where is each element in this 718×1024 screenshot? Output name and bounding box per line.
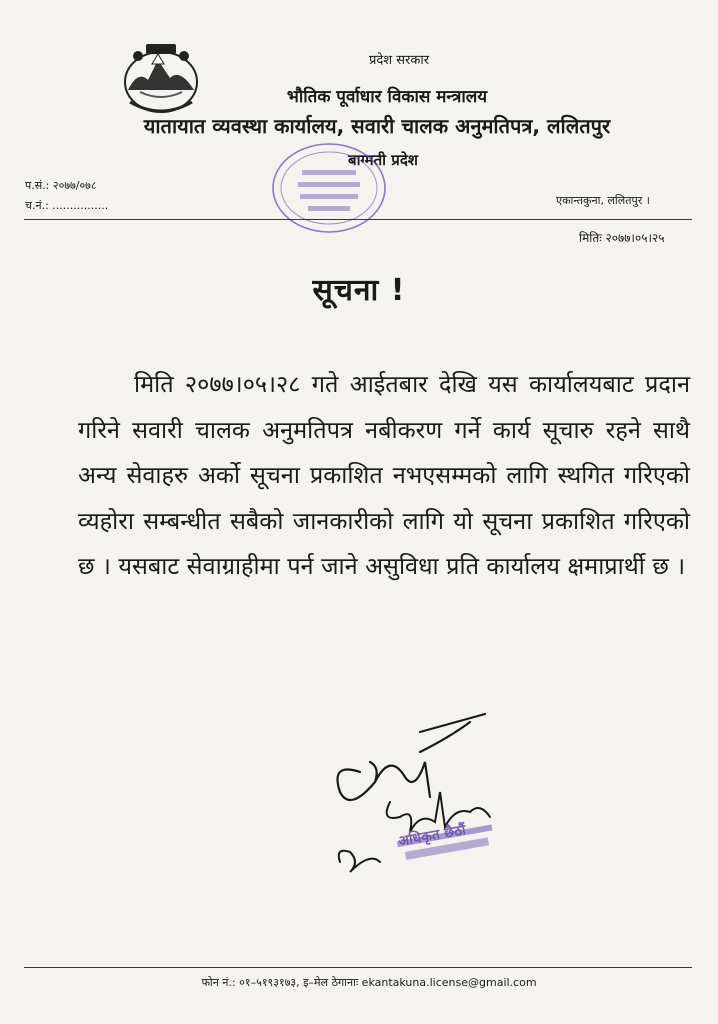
footer-divider: [24, 967, 692, 968]
notice-title: सूचना !: [312, 273, 406, 308]
ministry-name: भौतिक पूर्वाधार विकास मन्त्रालय: [286, 87, 488, 107]
dispatch-number: च.नं.: ................: [25, 199, 109, 212]
office-address: एकान्तकुना, ललितपुर ।: [556, 194, 650, 207]
govt-level: प्रदेश सरकार: [368, 53, 430, 68]
footer-contact: फोन नं.: ०१–५१९३१७३, इ–मेल ठेगानाः ekantakuna.license@gmail.com: [201, 976, 537, 989]
reference-number: प.सं.: २०७७/०७८: [25, 179, 97, 192]
province-name: बाग्मती प्रदेश: [348, 151, 418, 169]
office-name: यातायात व्यवस्था कार्यालय, सवारी चालक अनुमतिपत्र, ललितपुर: [143, 114, 611, 138]
office-seal-icon: [268, 138, 390, 238]
signatory-title: अधिकृत छैठौं: [397, 822, 468, 850]
header-divider: [24, 219, 692, 220]
notice-body: मिति २०७७।०५।२८ गते आईतबार देखि यस कार्यालयबाट प्रदान गरिने सवारी चालक अनुमतिपत्र नबीकरण गर्ने कार्य सूचारु रहने साथै अन्य सेवाहरु अर्को सूचना प्रकाशित नभएसम्मको लागि स्थगित गरिएको व्यहोरा सम्बन्धीत सबैको जानकारीको लागि यो सूचना प्रकाशित गरिएको छ । यसबाट सेवाग्राहीमा पर्न जाने असुविधा प्रति कार्यालय क्षमाप्रार्थी छ ।: [78, 370, 690, 580]
notice-date: मितिः २०७७।०५।२५: [579, 231, 665, 245]
